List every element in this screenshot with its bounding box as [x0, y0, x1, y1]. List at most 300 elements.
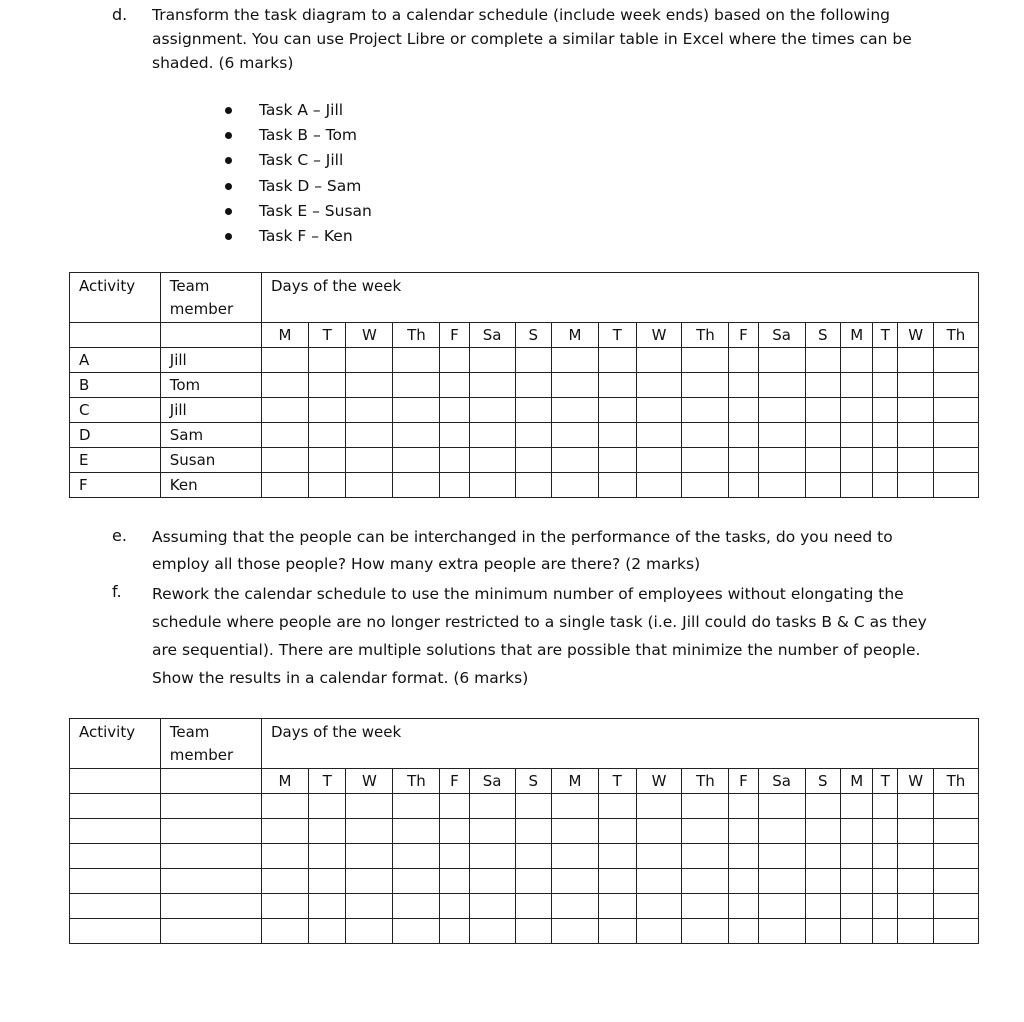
schedule-cell: [552, 819, 599, 844]
day-header-cell: S: [515, 769, 552, 794]
schedule-cell: [346, 894, 393, 919]
schedule-cell: [873, 819, 898, 844]
schedule-cell: [729, 844, 758, 869]
schedule-cell: [873, 448, 898, 473]
schedule-cell: [552, 844, 599, 869]
schedule-cell: [440, 398, 469, 423]
bullet-icon: [225, 208, 232, 215]
schedule-cell: [841, 473, 873, 498]
schedule-cell: [469, 919, 515, 944]
schedule-cell: [729, 894, 758, 919]
activity-cell: [70, 894, 161, 919]
table-row: [70, 819, 979, 844]
schedule-cell: [515, 869, 552, 894]
schedule-cell: [636, 844, 682, 869]
activity-header: Activity: [70, 273, 161, 323]
schedule-cell: [873, 794, 898, 819]
schedule-cell: [346, 844, 393, 869]
schedule-cell: [515, 398, 552, 423]
schedule-cell: [841, 894, 873, 919]
schedule-cell: [898, 869, 933, 894]
team-member-cell: Ken: [160, 473, 261, 498]
assignment-item: Task A – Jill: [222, 98, 372, 123]
schedule-cell: [515, 894, 552, 919]
schedule-cell: [552, 473, 599, 498]
schedule-cell: [308, 794, 346, 819]
schedule-cell: [729, 348, 758, 373]
schedule-cell: [261, 894, 308, 919]
schedule-cell: [598, 894, 636, 919]
schedule-cell: [729, 473, 758, 498]
schedule-cell: [261, 348, 308, 373]
schedule-cell: [393, 398, 440, 423]
schedule-cell: [515, 819, 552, 844]
schedule-cell: [758, 869, 805, 894]
day-header-cell: Th: [393, 323, 440, 348]
team-member-cell: Susan: [160, 448, 261, 473]
schedule-cell: [598, 794, 636, 819]
schedule-cell: [469, 844, 515, 869]
bullet-icon: [225, 183, 232, 190]
schedule-cell: [261, 819, 308, 844]
schedule-cell: [598, 448, 636, 473]
schedule-cell: [873, 473, 898, 498]
day-header-cell: F: [440, 769, 469, 794]
schedule-cell: [933, 894, 978, 919]
schedule-cell: [758, 794, 805, 819]
schedule-cell: [598, 869, 636, 894]
schedule-cell: [469, 448, 515, 473]
day-header-cell: Sa: [469, 323, 515, 348]
schedule-cell: [346, 448, 393, 473]
schedule-cell: [598, 473, 636, 498]
team-member-cell: Tom: [160, 373, 261, 398]
day-header-cell: F: [729, 323, 758, 348]
day-header-cell: M: [552, 323, 599, 348]
day-header-cell: M: [841, 769, 873, 794]
schedule-cell: [440, 894, 469, 919]
activity-cell: E: [70, 448, 161, 473]
schedule-cell: [933, 794, 978, 819]
question-d-line: assignment. You can use Project Libre or complete a similar table in Excel where the times can be: [152, 30, 912, 48]
question-f-line: Rework the calendar schedule to use the minimum number of employees without elongating the: [152, 585, 904, 603]
question-d-label: d.: [112, 5, 128, 24]
schedule-cell: [758, 894, 805, 919]
schedule-cell: [873, 373, 898, 398]
question-f-line: Show the results in a calendar format. (6 marks): [152, 669, 529, 687]
schedule-cell: [805, 869, 840, 894]
bullet-icon: [225, 132, 232, 139]
schedule-cell: [440, 348, 469, 373]
day-header-cell: M: [261, 769, 308, 794]
schedule-cell: [308, 844, 346, 869]
activity-cell: [70, 869, 161, 894]
schedule-cell: [841, 398, 873, 423]
schedule-cell: [933, 448, 978, 473]
schedule-cell: [552, 869, 599, 894]
schedule-cell: [636, 819, 682, 844]
day-header-cell: M: [261, 323, 308, 348]
schedule-cell: [393, 373, 440, 398]
schedule-cell: [682, 448, 729, 473]
schedule-cell: [841, 919, 873, 944]
schedule-cell: [898, 373, 933, 398]
schedule-cell: [873, 348, 898, 373]
assignment-item: Task B – Tom: [222, 123, 372, 148]
day-header-cell: T: [308, 769, 346, 794]
schedule-cell: [841, 869, 873, 894]
schedule-cell: [393, 844, 440, 869]
schedule-cell: [440, 423, 469, 448]
day-header-cell: W: [346, 323, 393, 348]
schedule-cell: [805, 423, 840, 448]
schedule-cell: [841, 373, 873, 398]
schedule-cell: [758, 348, 805, 373]
schedule-cell: [393, 894, 440, 919]
schedule-cell: [261, 919, 308, 944]
schedule-cell: [758, 423, 805, 448]
schedule-cell: [469, 398, 515, 423]
assignment-item: Task E – Susan: [222, 199, 372, 224]
table-row: [70, 473, 979, 498]
schedule-cell: [898, 348, 933, 373]
schedule-cell: [729, 794, 758, 819]
schedule-cell: [805, 373, 840, 398]
schedule-cell: [682, 919, 729, 944]
assignment-list: [222, 98, 372, 249]
activity-cell: B: [70, 373, 161, 398]
day-header-cell: W: [898, 769, 933, 794]
schedule-cell: [841, 423, 873, 448]
schedule-cell: [469, 819, 515, 844]
bullet-icon: [225, 157, 232, 164]
table-header-row: [70, 719, 979, 769]
schedule-cell: [758, 919, 805, 944]
day-header-cell: T: [308, 323, 346, 348]
schedule-cell: [440, 869, 469, 894]
day-header-cell: W: [346, 769, 393, 794]
schedule-cell: [346, 348, 393, 373]
schedule-cell: [729, 423, 758, 448]
schedule-cell: [682, 423, 729, 448]
schedule-table-1: [69, 272, 979, 498]
question-f-text: [152, 580, 972, 692]
schedule-cell: [758, 844, 805, 869]
team-member-cell: [160, 819, 261, 844]
schedule-cell: [898, 423, 933, 448]
schedule-cell: [552, 348, 599, 373]
schedule-cell: [805, 844, 840, 869]
schedule-cell: [469, 348, 515, 373]
schedule-cell: [758, 819, 805, 844]
schedule-cell: [933, 398, 978, 423]
question-e-text: [152, 524, 972, 578]
schedule-cell: [440, 819, 469, 844]
day-header-cell: S: [515, 323, 552, 348]
schedule-cell: [393, 423, 440, 448]
activity-cell: C: [70, 398, 161, 423]
schedule-cell: [898, 919, 933, 944]
schedule-cell: [933, 423, 978, 448]
schedule-cell: [440, 448, 469, 473]
day-header-cell: F: [729, 769, 758, 794]
schedule-cell: [598, 844, 636, 869]
day-header-cell: W: [636, 323, 682, 348]
schedule-cell: [440, 844, 469, 869]
schedule-cell: [393, 869, 440, 894]
schedule-cell: [898, 473, 933, 498]
schedule-cell: [898, 398, 933, 423]
schedule-cell: [261, 844, 308, 869]
schedule-cell: [805, 448, 840, 473]
schedule-cell: [552, 423, 599, 448]
table-row: [70, 398, 979, 423]
schedule-cell: [729, 448, 758, 473]
days-of-week-header: Days of the week: [261, 273, 978, 323]
schedule-cell: [841, 794, 873, 819]
schedule-cell: [682, 373, 729, 398]
schedule-cell: [393, 794, 440, 819]
schedule-cell: [261, 398, 308, 423]
table-row: [70, 894, 979, 919]
day-header-cell: M: [552, 769, 599, 794]
table-row: [70, 919, 979, 944]
question-f-line: schedule where people are no longer restricted to a single task (i.e. Jill could do tasks B & C as they: [152, 613, 927, 631]
days-of-week-header: Days of the week: [261, 719, 978, 769]
schedule-cell: [898, 894, 933, 919]
empty-cell: [160, 769, 261, 794]
schedule-cell: [729, 869, 758, 894]
schedule-cell: [636, 919, 682, 944]
schedule-cell: [308, 919, 346, 944]
schedule-cell: [636, 398, 682, 423]
day-header-cell: S: [805, 323, 840, 348]
day-header-cell: T: [873, 323, 898, 348]
schedule-table-2: [69, 718, 979, 944]
table-row: [70, 794, 979, 819]
schedule-cell: [469, 423, 515, 448]
day-header-cell: F: [440, 323, 469, 348]
schedule-cell: [805, 919, 840, 944]
day-header-cell: Sa: [758, 769, 805, 794]
table-row: [70, 844, 979, 869]
day-header-cell: Th: [682, 323, 729, 348]
schedule-cell: [682, 398, 729, 423]
schedule-cell: [515, 794, 552, 819]
schedule-cell: [469, 869, 515, 894]
assignment-item: Task D – Sam: [222, 174, 372, 199]
schedule-cell: [598, 348, 636, 373]
schedule-cell: [636, 423, 682, 448]
day-header-cell: T: [598, 769, 636, 794]
schedule-cell: [933, 819, 978, 844]
question-d-line: Transform the task diagram to a calendar schedule (include week ends) based on the following: [152, 6, 890, 24]
schedule-cell: [469, 794, 515, 819]
schedule-cell: [598, 819, 636, 844]
table-row: [70, 448, 979, 473]
team-member-cell: Sam: [160, 423, 261, 448]
schedule-cell: [552, 794, 599, 819]
schedule-cell: [440, 919, 469, 944]
empty-cell: [160, 323, 261, 348]
activity-cell: [70, 794, 161, 819]
day-header-cell: Th: [933, 769, 978, 794]
schedule-cell: [308, 423, 346, 448]
schedule-cell: [805, 473, 840, 498]
activity-header: Activity: [70, 719, 161, 769]
question-e-label: e.: [112, 526, 127, 545]
team-member-cell: [160, 894, 261, 919]
schedule-cell: [933, 473, 978, 498]
team-member-cell: Jill: [160, 398, 261, 423]
schedule-cell: [393, 448, 440, 473]
activity-cell: [70, 819, 161, 844]
schedule-cell: [308, 448, 346, 473]
schedule-cell: [933, 919, 978, 944]
empty-cell: [70, 323, 161, 348]
schedule-cell: [308, 869, 346, 894]
activity-cell: F: [70, 473, 161, 498]
question-f-line: are sequential). There are multiple solutions that are possible that minimize the number of people.: [152, 641, 921, 659]
schedule-cell: [805, 819, 840, 844]
table-row: [70, 348, 979, 373]
schedule-cell: [898, 794, 933, 819]
question-d-line: shaded. (6 marks): [152, 54, 294, 72]
assignment-item: Task C – Jill: [222, 148, 372, 173]
schedule-cell: [440, 794, 469, 819]
schedule-cell: [873, 869, 898, 894]
schedule-cell: [841, 819, 873, 844]
schedule-cell: [346, 473, 393, 498]
schedule-cell: [682, 844, 729, 869]
schedule-cell: [552, 373, 599, 398]
team-member-cell: [160, 844, 261, 869]
schedule-cell: [552, 448, 599, 473]
schedule-cell: [515, 348, 552, 373]
schedule-cell: [841, 844, 873, 869]
schedule-cell: [261, 423, 308, 448]
team-member-header: Team member: [160, 273, 261, 323]
day-header-cell: Th: [933, 323, 978, 348]
schedule-cell: [598, 373, 636, 398]
schedule-cell: [805, 894, 840, 919]
schedule-cell: [898, 844, 933, 869]
schedule-cell: [729, 919, 758, 944]
schedule-cell: [729, 373, 758, 398]
schedule-cell: [898, 819, 933, 844]
day-header-cell: M: [841, 323, 873, 348]
schedule-cell: [758, 398, 805, 423]
schedule-cell: [933, 844, 978, 869]
day-header-cell: Sa: [758, 323, 805, 348]
schedule-cell: [515, 919, 552, 944]
schedule-cell: [346, 398, 393, 423]
schedule-cell: [346, 869, 393, 894]
schedule-cell: [261, 869, 308, 894]
schedule-cell: [682, 473, 729, 498]
day-header-cell: Th: [393, 769, 440, 794]
schedule-cell: [469, 473, 515, 498]
schedule-cell: [393, 819, 440, 844]
schedule-cell: [873, 398, 898, 423]
schedule-cell: [758, 473, 805, 498]
schedule-cell: [729, 819, 758, 844]
schedule-cell: [682, 869, 729, 894]
schedule-cell: [636, 794, 682, 819]
schedule-cell: [515, 473, 552, 498]
schedule-cell: [308, 348, 346, 373]
table-row: [70, 423, 979, 448]
activity-cell: [70, 844, 161, 869]
schedule-cell: [598, 398, 636, 423]
schedule-cell: [346, 373, 393, 398]
schedule-cell: [469, 894, 515, 919]
schedule-cell: [729, 398, 758, 423]
table-row: [70, 373, 979, 398]
question-d-text: [152, 3, 972, 75]
schedule-cell: [515, 844, 552, 869]
day-header-cell: W: [636, 769, 682, 794]
schedule-cell: [346, 819, 393, 844]
schedule-cell: [308, 473, 346, 498]
schedule-cell: [636, 894, 682, 919]
schedule-cell: [933, 869, 978, 894]
day-header-cell: T: [598, 323, 636, 348]
question-f-label: f.: [112, 582, 122, 601]
schedule-cell: [682, 348, 729, 373]
schedule-cell: [758, 448, 805, 473]
days-row: [70, 323, 979, 348]
schedule-cell: [598, 423, 636, 448]
schedule-cell: [552, 919, 599, 944]
schedule-cell: [469, 373, 515, 398]
bullet-icon: [225, 107, 232, 114]
schedule-cell: [515, 373, 552, 398]
day-header-cell: S: [805, 769, 840, 794]
team-member-header: Team member: [160, 719, 261, 769]
table-header-row: [70, 273, 979, 323]
schedule-cell: [261, 448, 308, 473]
activity-cell: A: [70, 348, 161, 373]
schedule-cell: [841, 448, 873, 473]
schedule-cell: [308, 894, 346, 919]
schedule-cell: [873, 844, 898, 869]
assignment-item: Task F – Ken: [222, 224, 372, 249]
schedule-cell: [682, 894, 729, 919]
day-header-cell: Sa: [469, 769, 515, 794]
schedule-cell: [515, 423, 552, 448]
schedule-cell: [636, 448, 682, 473]
schedule-cell: [805, 348, 840, 373]
question-e-line: employ all those people? How many extra people are there? (2 marks): [152, 555, 701, 573]
day-header-cell: Th: [682, 769, 729, 794]
day-header-cell: W: [898, 323, 933, 348]
schedule-cell: [346, 794, 393, 819]
schedule-cell: [261, 473, 308, 498]
schedule-cell: [841, 348, 873, 373]
schedule-cell: [515, 448, 552, 473]
team-member-cell: [160, 794, 261, 819]
team-member-cell: Jill: [160, 348, 261, 373]
schedule-cell: [346, 919, 393, 944]
schedule-cell: [758, 373, 805, 398]
schedule-cell: [805, 398, 840, 423]
schedule-cell: [636, 373, 682, 398]
day-header-cell: T: [873, 769, 898, 794]
schedule-cell: [440, 373, 469, 398]
schedule-cell: [346, 423, 393, 448]
activity-cell: D: [70, 423, 161, 448]
